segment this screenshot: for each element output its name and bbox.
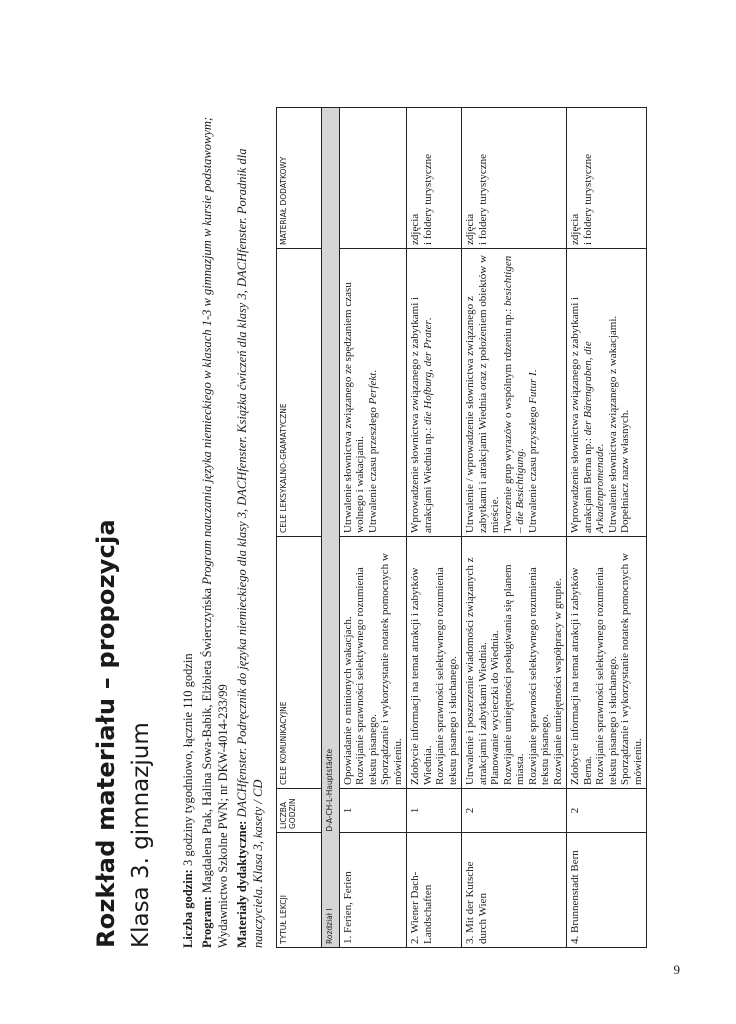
lesson-hours-cell (462, 789, 567, 833)
lexical-goal: Utrwalenie słownictwa związanego ze spędzaniem czasu wolnego i wakacjami. (341, 282, 366, 533)
lesson-hours-cell (567, 789, 647, 833)
lesson-title-cell (339, 833, 407, 948)
communicative-goal: Sporządzanie i wykorzystanie notatek pomocnych w mówieniu. (619, 553, 644, 785)
communicative-goals-cell (407, 537, 462, 789)
lexical-goals-cell (567, 249, 647, 537)
lexical-goal: Utrwalenie czasu przyszłego Futur I. (526, 369, 539, 533)
page-content (92, 108, 647, 948)
extra-material-cell (567, 108, 647, 249)
lexical-goals-cell (407, 249, 462, 537)
program-label: Program: (200, 896, 214, 948)
lesson-hours: 1 (341, 807, 354, 814)
page-number: 9 (673, 962, 680, 977)
lexical-goal: Utrwalenie słownictwa związanego z wakacjami. (606, 315, 619, 533)
header-material: MATERIAŁ DODATKOWY (277, 108, 322, 249)
communicative-goal: Rozwijanie sprawności selektywnego rozumienia tekstu pisanego. (354, 567, 379, 785)
header-lesson: TYTUŁ LEKCJI (277, 833, 322, 948)
extra-material-item: zdjęcia (569, 213, 581, 245)
lesson-title: 3. Mit der Kutsche durch Wien (464, 861, 489, 944)
header-lexical: CELE LEKSYKALNO-GRAMATYCZNE (277, 249, 322, 537)
materials-info (234, 108, 266, 948)
lesson-title-cell (567, 833, 647, 948)
lexical-goal: Utrwalenie / wprowadzenie słownictwa związanego z zabytkami i atrakcjami Wiednia oraz z położeniem obiektów w mieście. (464, 255, 501, 533)
communicative-goal: Utrwalenie i poszerzenie wiadomości związanych z atrakcjami i zabytkami Wiednia. (464, 557, 489, 785)
lesson-title-cell (462, 833, 567, 948)
program-info (199, 108, 231, 948)
extra-material-cell (462, 108, 567, 249)
communicative-goal: Opowiadanie o minionych wakacjach. (341, 616, 354, 785)
communicative-goal: Rozwijanie sprawności selektywnego rozumienia tekstu pisanego i słuchanego. (594, 567, 619, 785)
communicative-goal: Sporządzanie i wykorzystanie notatek pomocnych w mówieniu. (379, 553, 404, 785)
extra-material-cell (339, 108, 407, 249)
page-subtitle: Klasa 3. gimnazjum (128, 722, 154, 948)
materials-text: DACHfenster. Podręcznik do języka niemieckiego dla klasy 3, DACHfenster. Książka ćwiczeń dla klasy 3, DACHfenster. Poradnik dla nauczyciela. Klasa 3, kasety / CD (235, 148, 265, 948)
section-name: D-A-CH-L-Hauptstädte (325, 748, 334, 832)
lexical-goal: Wprowadzenie słownictwa związanego z zabytkami i atrakcjami Berna np.: der Bärengraben, die Arkadenpromenade. (569, 296, 606, 533)
lesson-hours-cell (407, 789, 462, 833)
hours-value: 3 godziny tygodniowo, łącznie 110 godzin (181, 653, 195, 867)
section-row (322, 108, 340, 948)
lexical-goal: Wprowadzenie słownictwa związanego z zabytkami i atrakcjami Wiednia np.: die Hofburg, der Prater. (409, 296, 434, 533)
lesson-title: 1. Ferien, Ferien (341, 871, 354, 944)
communicative-goal: Zdobycie informacji na temat atrakcji i zabytków Wiednia. (409, 567, 434, 785)
section-label: Rozdział I (325, 908, 334, 944)
extra-material-item: zdjęcia (409, 213, 421, 245)
header-communicative: CELE KOMUNIKACYJNE (277, 537, 322, 789)
communicative-goal: Rozwijanie umiejętności współpracy w grupie. (551, 578, 564, 785)
table-row (407, 108, 462, 948)
lexical-goal: Dopełniacz nazw własnych. (619, 409, 631, 533)
header-hours: LICZBA GODZIN (277, 789, 322, 833)
communicative-goals-cell (339, 537, 407, 789)
lexical-goal: Utrwalenie czasu przeszłego Perfekt. (366, 369, 379, 533)
communicative-goals-cell (567, 537, 647, 789)
table-row (462, 108, 567, 948)
hours-label: Liczba godzin: (181, 869, 195, 948)
lexical-goals-cell (339, 249, 407, 537)
extra-material-item: zdjęcia (464, 213, 476, 245)
table-row (567, 108, 647, 948)
communicative-goal: Zdobycie informacji na temat atrakcji i zabytków Berna. (569, 567, 594, 785)
lesson-hours: 2 (569, 807, 581, 814)
extra-material-item: i foldery turystyczne (476, 153, 489, 245)
table-body (322, 108, 647, 948)
lesson-title-cell (407, 833, 462, 948)
communicative-goal: Rozwijanie sprawności selektywnego rozumienia tekstu pisanego. (526, 567, 551, 785)
lesson-title: 4. Brunnenstadt Bern (569, 850, 581, 944)
hours-info (180, 108, 196, 948)
table-row (339, 108, 407, 948)
program-publisher: Wydawnictwo Szkolne PWN; nr DKW-4014-233/99 (216, 684, 230, 948)
lesson-hours-cell (339, 789, 407, 833)
lesson-hours: 2 (464, 807, 476, 814)
lesson-title: 2. Wiener Dach-Landschaften (409, 871, 434, 944)
section-cell (322, 108, 340, 948)
lexical-goal: Tworzenie grup wyrazów o wspólnym rdzeniu np.: besichtigen – die Besichtigung. (501, 255, 526, 533)
table-header-row (277, 108, 322, 948)
extra-material-cell (407, 108, 462, 249)
syllabus-table (276, 107, 647, 948)
extra-material-item: i foldery turystyczne (421, 153, 434, 245)
page-title: Rozkład materiału – propozycja (92, 519, 120, 948)
communicative-goal: Planowanie wycieczki do Wiednia. (489, 630, 501, 785)
communicative-goals-cell (462, 537, 567, 789)
extra-material-item: i foldery turystyczne (581, 153, 594, 245)
program-authors: Magdalena Ptak, Halina Sowa-Babik, Elżbieta Świerczyńska (200, 587, 214, 894)
lesson-hours: 1 (409, 807, 421, 814)
communicative-goal: Rozwijanie umiejętności posługiwania się planem miasta. (501, 564, 526, 785)
communicative-goal: Rozwijanie sprawności selektywnego rozumienia tekstu pisanego i słuchanego. (434, 567, 459, 785)
lexical-goals-cell (462, 249, 567, 537)
program-title: Program nauczania języka niemieckiego w klasach 1-3 w gimnazjum w kursie podstawowym; (200, 116, 214, 585)
materials-label: Materiały dydaktyczne: (235, 820, 249, 948)
